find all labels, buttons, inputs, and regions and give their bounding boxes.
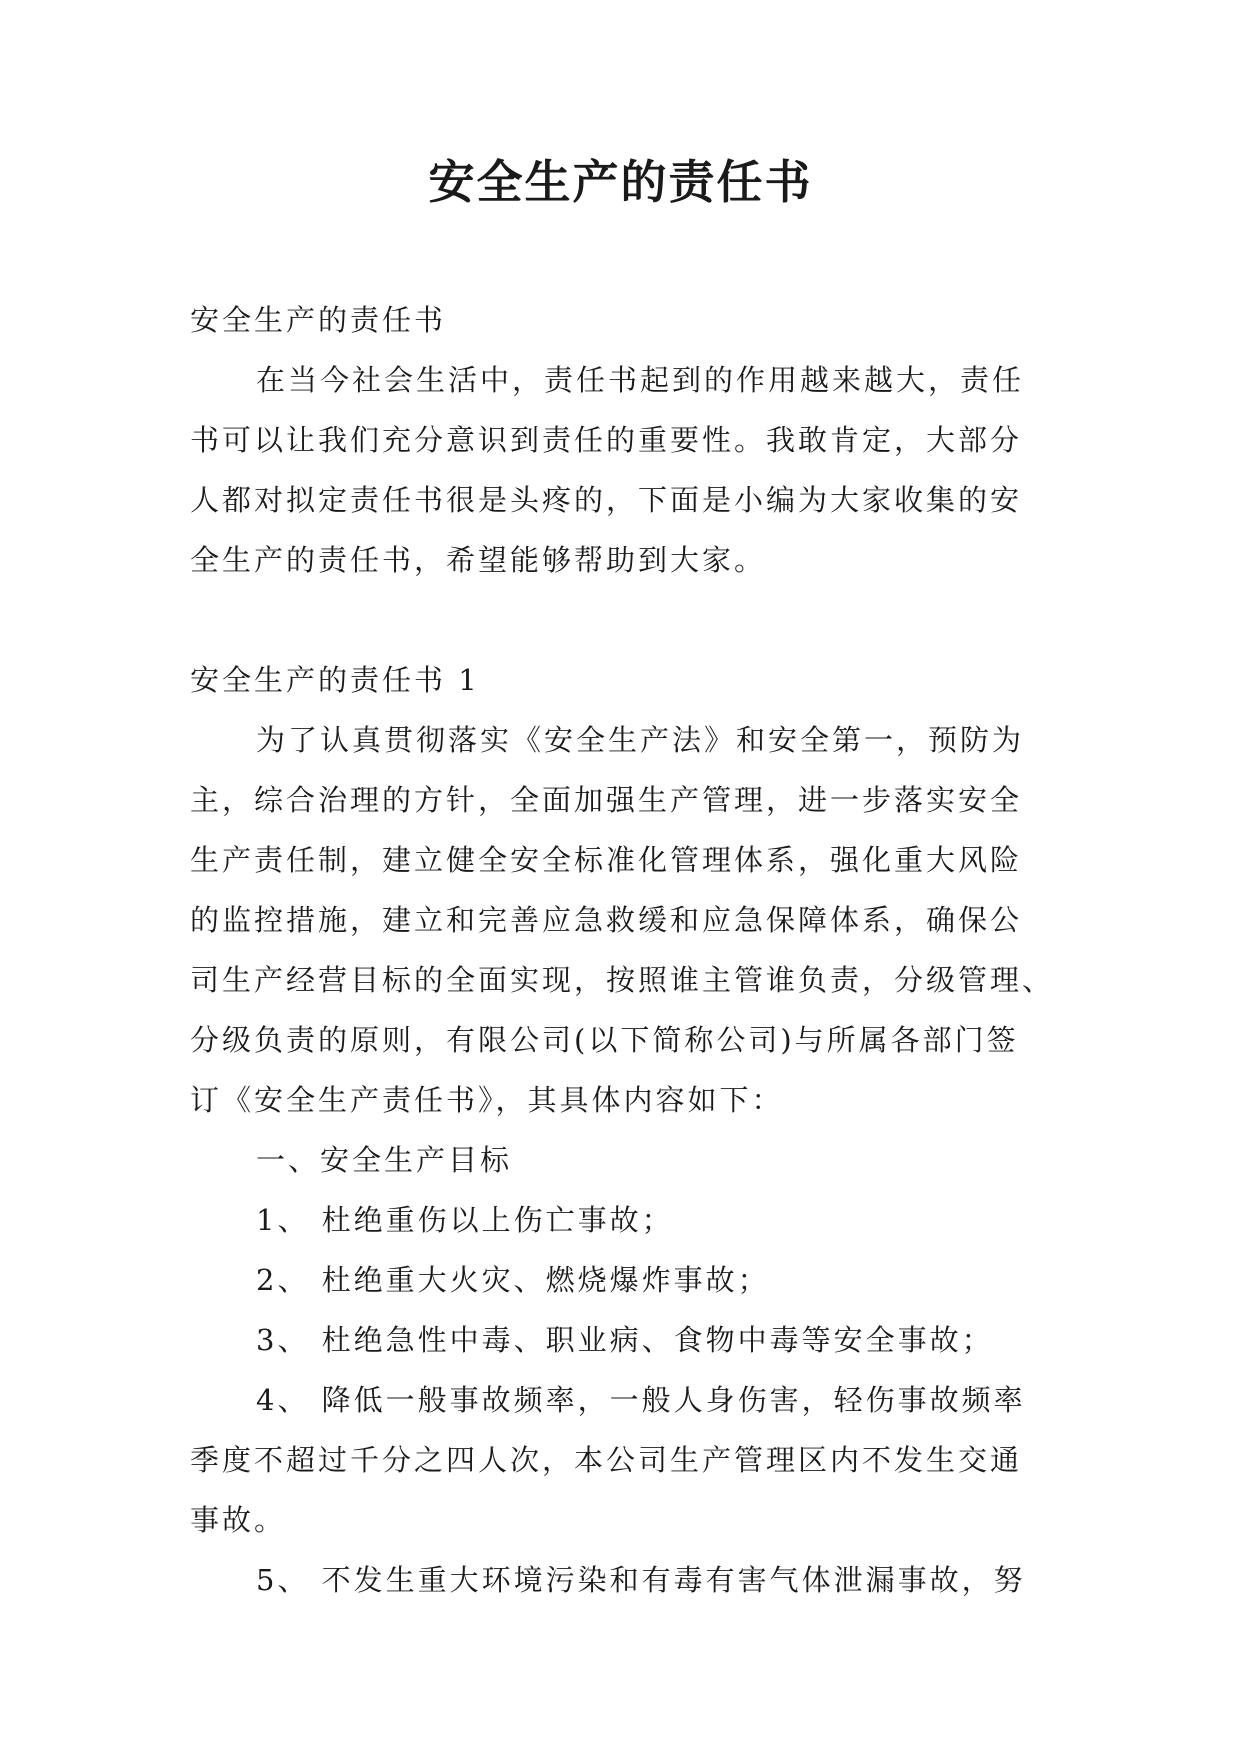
section-line: 主，综合治理的方针，全面加强生产管理，进一步落实安全 — [190, 783, 1023, 817]
goal-item-1: 1、 杜绝重伤以上伤亡事故； — [256, 1203, 674, 1237]
goal-item-4 — [190, 1370, 1056, 1550]
section-line: 的监控措施，建立和完善应急救缓和应急保障体系，确保公 — [190, 903, 1023, 937]
paragraph-spacer — [190, 590, 1056, 650]
intro-line: 书可以让我们充分意识到责任的重要性。我敢肯定，大部分 — [190, 423, 1023, 457]
section-line: 生产责任制，建立健全安全标准化管理体系，强化重大风险 — [190, 843, 1023, 877]
goal-item-3: 3、 杜绝急性中毒、职业病、食物中毒等安全事故； — [256, 1323, 994, 1357]
intro-line: 在当今社会生活中，责任书起到的作用越来越大，责任 — [256, 363, 1025, 397]
section-heading: 安全生产的责任书 1 — [190, 663, 480, 697]
section-line: 司生产经营目标的全面实现，按照谁主管谁负责，分级管理、 — [190, 963, 1055, 997]
goals-heading: 一、安全生产目标 — [256, 1143, 513, 1177]
document-subtitle: 安全生产的责任书 — [190, 303, 447, 337]
document-title: 安全生产的责任书 — [428, 155, 813, 209]
goal-item-2: 2、 杜绝重大火灾、燃烧爆炸事故； — [256, 1263, 770, 1297]
section-paragraph — [190, 710, 1056, 1130]
section-line: 分级负责的原则，有限公司(以下简称公司)与所属各部门签 — [190, 1023, 1019, 1057]
goal-item-5: 5、 不发生重大环境污染和有毒有害气体泄漏事故，努 — [256, 1563, 1026, 1597]
goal-4-line: 4、 降低一般事故频率，一般人身伤害，轻伤事故频率 — [256, 1383, 1026, 1417]
intro-line: 全生产的责任书，希望能够帮助到大家。 — [190, 543, 767, 577]
goal-4-line: 事故。 — [190, 1503, 287, 1537]
section-line: 订《安全生产责任书》，其具体内容如下： — [190, 1083, 784, 1117]
document-body — [190, 290, 1056, 1610]
intro-line: 人都对拟定责任书很是头疼的，下面是小编为大家收集的安 — [190, 483, 1023, 517]
intro-paragraph — [190, 350, 1056, 590]
goal-4-line: 季度不超过千分之四人次，本公司生产管理区内不发生交通 — [190, 1443, 1023, 1477]
section-line: 为了认真贯彻落实《安全生产法》和安全第一，预防为 — [256, 723, 1025, 757]
